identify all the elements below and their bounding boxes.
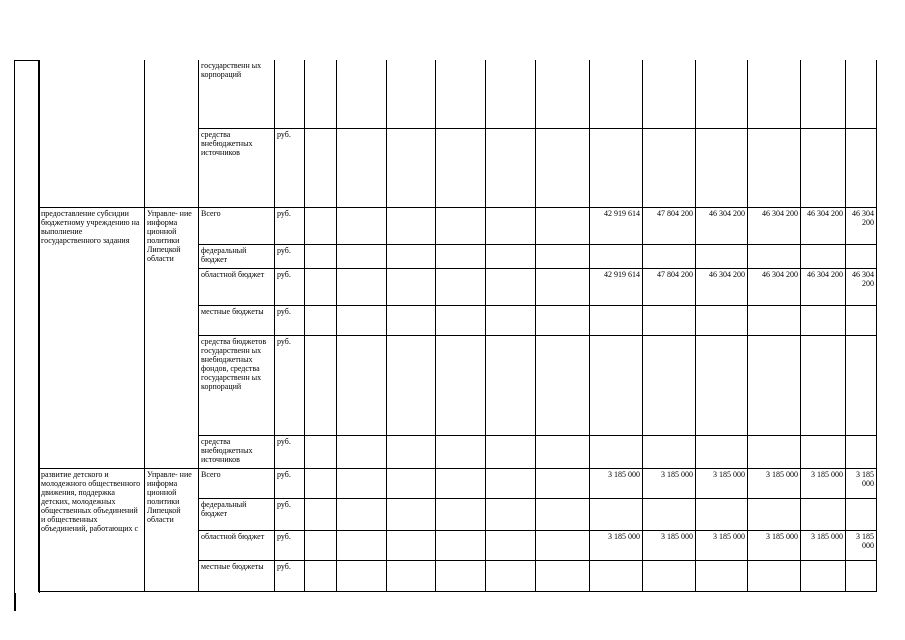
amount-cell [696, 498, 748, 530]
table-row [39, 60, 877, 128]
amount-cell [801, 128, 846, 207]
amount-cell: 46 304 200 [801, 268, 846, 305]
amount-cell [846, 498, 877, 530]
indicator-empty-cell [436, 335, 486, 435]
unit-cell: руб. [275, 244, 305, 268]
amount-cell: 46 304 200 [846, 207, 877, 244]
amount-cell [643, 244, 696, 268]
unit-cell: руб. [275, 207, 305, 244]
amount-cell [643, 560, 696, 591]
amount-cell: 3 185 000 [696, 530, 748, 560]
activity-name-cell: предоставление субсидии бюджетному учреждению на выполнение государственного задания [39, 207, 145, 468]
funding-source-cell: местные бюджеты [199, 560, 275, 591]
amount-cell [590, 335, 643, 435]
amount-cell [748, 498, 801, 530]
indicator-empty-cell [305, 335, 337, 435]
indicator-empty-cell [387, 530, 436, 560]
indicator-empty-cell [536, 244, 590, 268]
indicator-empty-cell [305, 207, 337, 244]
amount-cell [748, 435, 801, 468]
amount-cell [801, 305, 846, 335]
funding-source-cell: государственн ых корпораций [199, 60, 275, 128]
amount-cell [748, 305, 801, 335]
indicator-empty-cell [536, 207, 590, 244]
amount-cell [801, 244, 846, 268]
indicator-empty-cell [436, 530, 486, 560]
indicator-empty-cell [536, 530, 590, 560]
indicator-empty-cell [436, 435, 486, 468]
amount-cell [590, 560, 643, 591]
amount-cell [748, 335, 801, 435]
indicator-empty-cell [387, 128, 436, 207]
indicator-empty-cell [486, 60, 536, 128]
indicator-empty-cell [337, 335, 387, 435]
executor-cell: Управле- ние информа ционной политики Липецкой области [145, 468, 199, 591]
indicator-empty-cell [387, 305, 436, 335]
unit-cell: руб. [275, 435, 305, 468]
indicator-empty-cell [436, 128, 486, 207]
unit-cell: руб. [275, 268, 305, 305]
indicator-empty-cell [337, 435, 387, 468]
indicator-empty-cell [436, 468, 486, 498]
indicator-empty-cell [536, 560, 590, 591]
funding-source-cell: федеральный бюджет [199, 244, 275, 268]
indicator-empty-cell [536, 468, 590, 498]
amount-cell [801, 335, 846, 435]
amount-cell: 3 185 000 [801, 530, 846, 560]
indicator-empty-cell [486, 244, 536, 268]
amount-cell: 46 304 200 [696, 268, 748, 305]
amount-cell: 3 185 000 [590, 468, 643, 498]
amount-cell [590, 498, 643, 530]
table-row [39, 468, 877, 498]
amount-cell: 47 804 200 [643, 207, 696, 244]
indicator-empty-cell [486, 468, 536, 498]
indicator-empty-cell [486, 305, 536, 335]
indicator-empty-cell [305, 530, 337, 560]
indicator-empty-cell [337, 498, 387, 530]
indicator-empty-cell [536, 128, 590, 207]
indicator-empty-cell [486, 128, 536, 207]
funding-source-cell: средства бюджетов государственн ых внебюджетных фондов, средства государственн ых корпораций [199, 335, 275, 435]
amount-cell: 3 185 000 [643, 530, 696, 560]
amount-cell [590, 128, 643, 207]
indicator-empty-cell [436, 207, 486, 244]
indicator-empty-cell [337, 60, 387, 128]
amount-cell: 3 185 000 [643, 468, 696, 498]
left-index-column [14, 60, 40, 593]
amount-cell [846, 335, 877, 435]
amount-cell [643, 498, 696, 530]
amount-cell [643, 128, 696, 207]
executor-cell [145, 60, 199, 207]
indicator-empty-cell [436, 244, 486, 268]
amount-cell [696, 305, 748, 335]
indicator-empty-cell [305, 244, 337, 268]
amount-cell [696, 244, 748, 268]
indicator-empty-cell [337, 530, 387, 560]
amount-cell [748, 128, 801, 207]
indicator-empty-cell [486, 435, 536, 468]
indicator-empty-cell [337, 268, 387, 305]
activity-name-cell: развитие детского и молодежного общественного движения, поддержка детских, молодежных общественных объединений и общественных объединений, работающих с [39, 468, 145, 591]
indicator-empty-cell [387, 560, 436, 591]
indicator-empty-cell [536, 60, 590, 128]
activity-name-cell [39, 60, 145, 207]
unit-cell: руб. [275, 335, 305, 435]
amount-cell [846, 435, 877, 468]
funding-source-cell: областной бюджет [199, 268, 275, 305]
indicator-empty-cell [486, 498, 536, 530]
funding-source-cell: Всего [199, 207, 275, 244]
unit-cell: руб. [275, 498, 305, 530]
program-financing-table [38, 60, 877, 592]
table-row [39, 207, 877, 244]
amount-cell [846, 244, 877, 268]
amount-cell: 3 185 000 [590, 530, 643, 560]
indicator-empty-cell [305, 498, 337, 530]
indicator-empty-cell [305, 60, 337, 128]
funding-source-cell: федеральный бюджет [199, 498, 275, 530]
amount-cell [696, 560, 748, 591]
amount-cell [696, 128, 748, 207]
amount-cell [748, 560, 801, 591]
indicator-empty-cell [387, 498, 436, 530]
amount-cell [696, 60, 748, 128]
indicator-empty-cell [337, 468, 387, 498]
indicator-empty-cell [486, 268, 536, 305]
indicator-empty-cell [337, 560, 387, 591]
funding-source-cell: местные бюджеты [199, 305, 275, 335]
indicator-empty-cell [536, 305, 590, 335]
indicator-empty-cell [436, 268, 486, 305]
indicator-empty-cell [536, 268, 590, 305]
indicator-empty-cell [486, 207, 536, 244]
indicator-empty-cell [305, 468, 337, 498]
indicator-empty-cell [536, 498, 590, 530]
indicator-empty-cell [536, 435, 590, 468]
indicator-empty-cell [387, 335, 436, 435]
amount-cell [696, 335, 748, 435]
amount-cell [748, 244, 801, 268]
unit-cell: руб. [275, 128, 305, 207]
amount-cell: 3 185 000 [748, 468, 801, 498]
unit-cell [275, 60, 305, 128]
amount-cell: 42 919 614 [590, 268, 643, 305]
amount-cell: 46 304 200 [801, 207, 846, 244]
amount-cell [846, 560, 877, 591]
indicator-empty-cell [486, 560, 536, 591]
amount-cell [801, 60, 846, 128]
amount-cell [801, 435, 846, 468]
indicator-empty-cell [486, 335, 536, 435]
funding-source-cell: средства внебюджетных источников [199, 435, 275, 468]
indicator-empty-cell [305, 435, 337, 468]
indicator-empty-cell [305, 128, 337, 207]
unit-cell: руб. [275, 530, 305, 560]
indicator-empty-cell [536, 335, 590, 435]
indicator-empty-cell [387, 268, 436, 305]
amount-cell: 46 304 200 [748, 207, 801, 244]
amount-cell [643, 335, 696, 435]
indicator-empty-cell [305, 560, 337, 591]
unit-cell: руб. [275, 305, 305, 335]
amount-cell [846, 128, 877, 207]
amount-cell [801, 498, 846, 530]
amount-cell: 3 185 000 [801, 468, 846, 498]
amount-cell: 3 185 000 [748, 530, 801, 560]
amount-cell: 47 804 200 [643, 268, 696, 305]
executor-cell: Управле- ние информа ционной политики Липецкой области [145, 207, 199, 468]
amount-cell: 46 304 200 [748, 268, 801, 305]
amount-cell [590, 244, 643, 268]
indicator-empty-cell [305, 268, 337, 305]
indicator-empty-cell [436, 305, 486, 335]
amount-cell [846, 305, 877, 335]
indicator-empty-cell [337, 207, 387, 244]
funding-source-cell: средства внебюджетных источников [199, 128, 275, 207]
indicator-empty-cell [436, 60, 486, 128]
amount-cell: 3 185 000 [696, 468, 748, 498]
indicator-empty-cell [436, 498, 486, 530]
amount-cell [643, 305, 696, 335]
unit-cell: руб. [275, 560, 305, 591]
amount-cell: 3 185 000 [846, 468, 877, 498]
amount-cell [590, 305, 643, 335]
amount-cell: 42 919 614 [590, 207, 643, 244]
indicator-empty-cell [436, 560, 486, 591]
amount-cell [643, 435, 696, 468]
indicator-empty-cell [387, 207, 436, 244]
indicator-empty-cell [337, 305, 387, 335]
amount-cell: 46 304 200 [846, 268, 877, 305]
funding-source-cell: Всего [199, 468, 275, 498]
indicator-empty-cell [387, 60, 436, 128]
unit-cell: руб. [275, 468, 305, 498]
indicator-empty-cell [305, 305, 337, 335]
amount-cell [590, 60, 643, 128]
amount-cell: 46 304 200 [696, 207, 748, 244]
amount-cell [801, 560, 846, 591]
indicator-empty-cell [337, 244, 387, 268]
indicator-empty-cell [387, 435, 436, 468]
amount-cell: 3 185 000 [846, 530, 877, 560]
indicator-empty-cell [387, 468, 436, 498]
amount-cell [748, 60, 801, 128]
amount-cell [846, 60, 877, 128]
funding-source-cell: областной бюджет [199, 530, 275, 560]
amount-cell [696, 435, 748, 468]
amount-cell [590, 435, 643, 468]
indicator-empty-cell [337, 128, 387, 207]
amount-cell [643, 60, 696, 128]
indicator-empty-cell [486, 530, 536, 560]
left-column-stub [14, 593, 16, 611]
indicator-empty-cell [387, 244, 436, 268]
